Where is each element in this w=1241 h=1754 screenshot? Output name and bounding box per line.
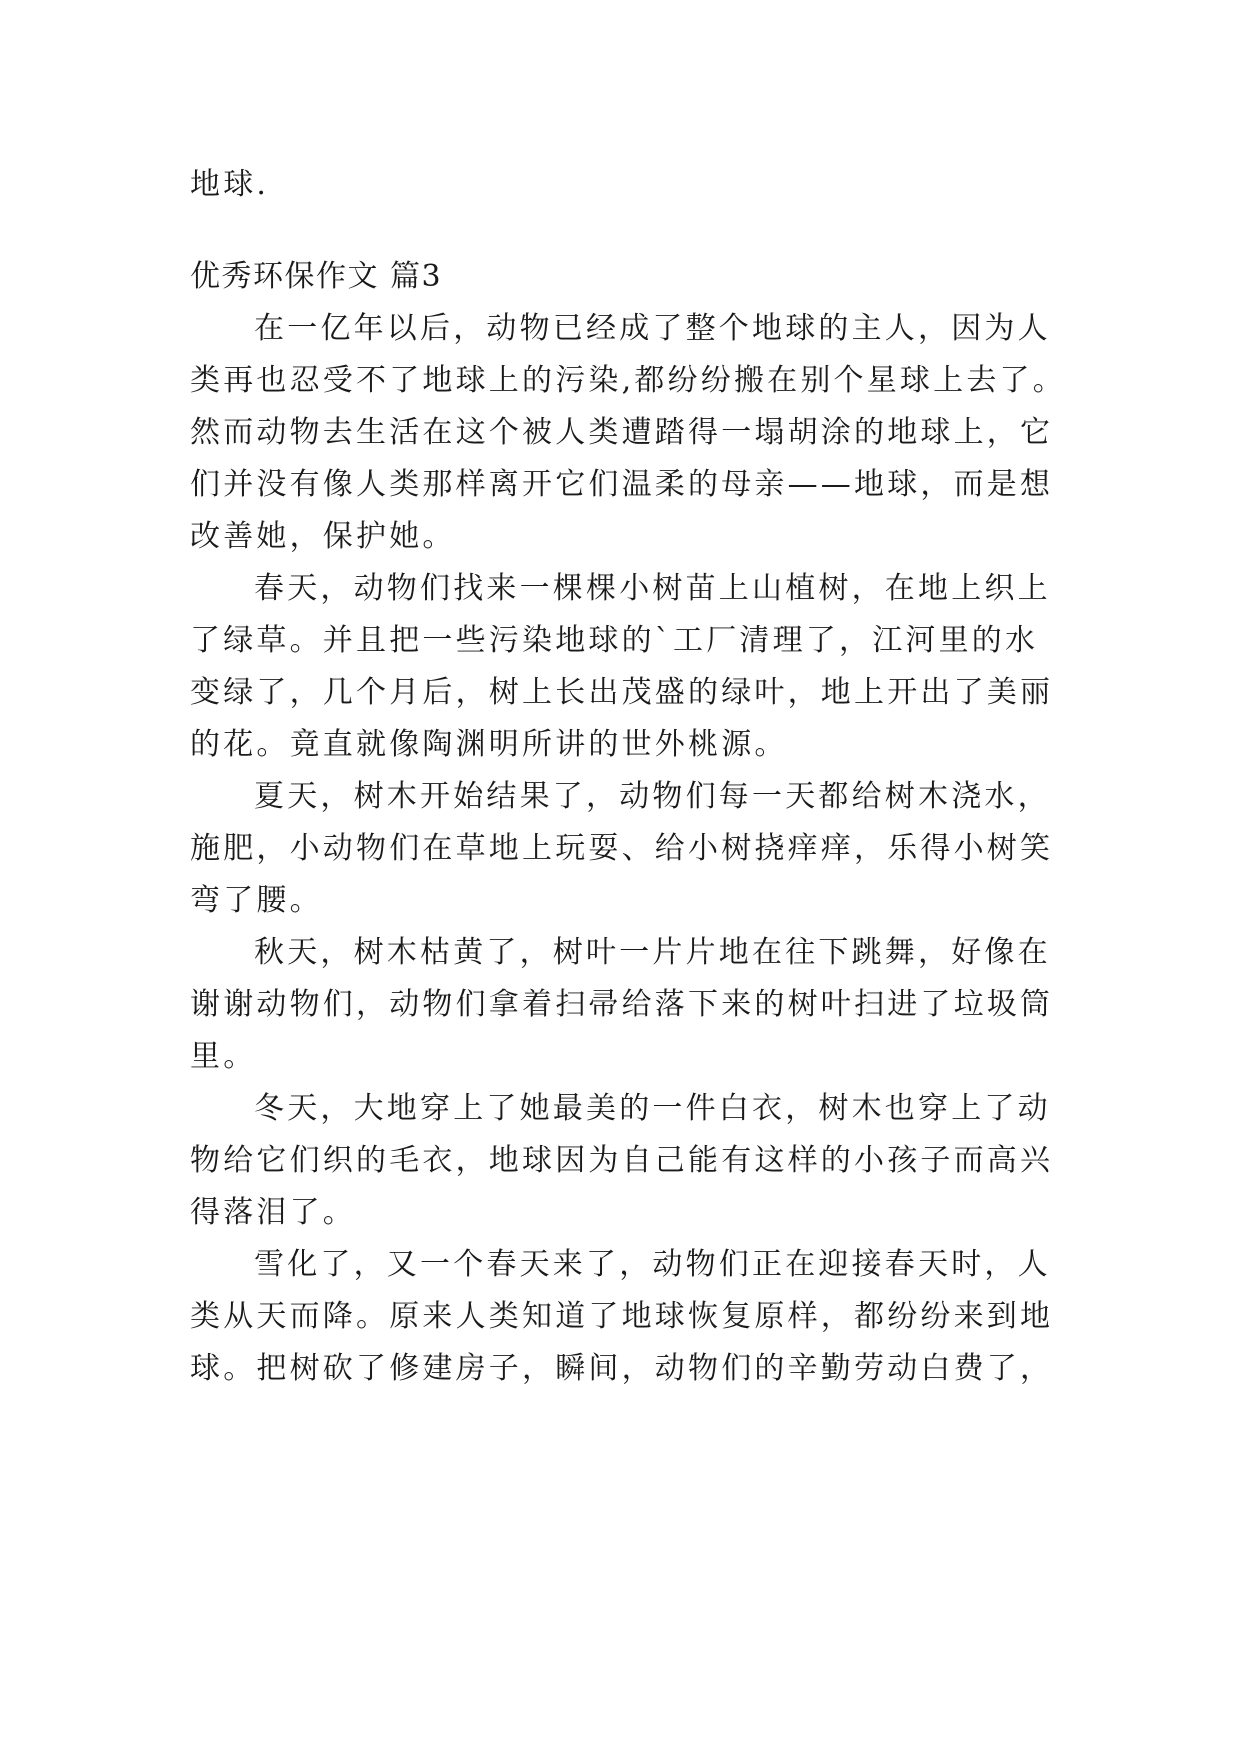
paragraph-line: 类从天而降。原来人类知道了地球恢复原样，都纷纷来到地 xyxy=(190,1299,1054,1334)
paragraph-line: 弯了腰。 xyxy=(190,883,323,918)
paragraph-line: 物给它们织的毛衣，地球因为自己能有这样的小孩子而高兴 xyxy=(190,1143,1054,1178)
paragraph-line: 改善她，保护她。 xyxy=(190,519,456,554)
paragraph-line: 得落泪了。 xyxy=(190,1195,356,1230)
paragraph-line: 们并没有像人类那样离开它们温柔的母亲——地球，而是想 xyxy=(190,467,1054,502)
paragraph-line: 球。把树砍了修建房子，瞬间，动物们的辛勤劳动白费了， xyxy=(190,1351,1054,1386)
paragraph-line: 夏天，树木开始结果了，动物们每一天都给树木浇水， xyxy=(254,779,1051,814)
paragraph-line: 然而动物去生活在这个被人类遭踏得一塌胡涂的地球上，它 xyxy=(190,415,1054,450)
paragraph-line: 在一亿年以后，动物已经成了整个地球的主人，因为人 xyxy=(254,311,1051,346)
paragraph-line: 了绿草。并且把一些污染地球的`工厂清理了，江河里的水 xyxy=(190,623,1039,658)
paragraph-line: 类再也忍受不了地球上的污染,都纷纷搬在别个星球上去了。 xyxy=(190,363,1066,398)
paragraph-line: 施肥，小动物们在草地上玩耍、给小树挠痒痒，乐得小树笑 xyxy=(190,831,1054,866)
paragraph-line: 秋天，树木枯黄了，树叶一片片地在往下跳舞，好像在 xyxy=(254,935,1051,970)
paragraph-line: 的花。竟直就像陶渊明所讲的世外桃源。 xyxy=(190,727,788,762)
paragraph-line: 里。 xyxy=(190,1039,257,1074)
paragraph-line: 谢谢动物们，动物们拿着扫帚给落下来的树叶扫进了垃圾筒 xyxy=(190,987,1054,1022)
paragraph-line: 雪化了，又一个春天来了，动物们正在迎接春天时，人 xyxy=(254,1247,1051,1282)
paragraph-line: 冬天，大地穿上了她最美的一件白衣，树木也穿上了动 xyxy=(254,1091,1051,1126)
section-heading: 优秀环保作文 篇3 xyxy=(190,259,443,294)
paragraph-line: 春天，动物们找来一棵棵小树苗上山植树，在地上织上 xyxy=(254,571,1051,606)
text-line: 地球. xyxy=(190,167,270,202)
paragraph-line: 变绿了，几个月后，树上长出茂盛的绿叶，地上开出了美丽 xyxy=(190,675,1054,710)
